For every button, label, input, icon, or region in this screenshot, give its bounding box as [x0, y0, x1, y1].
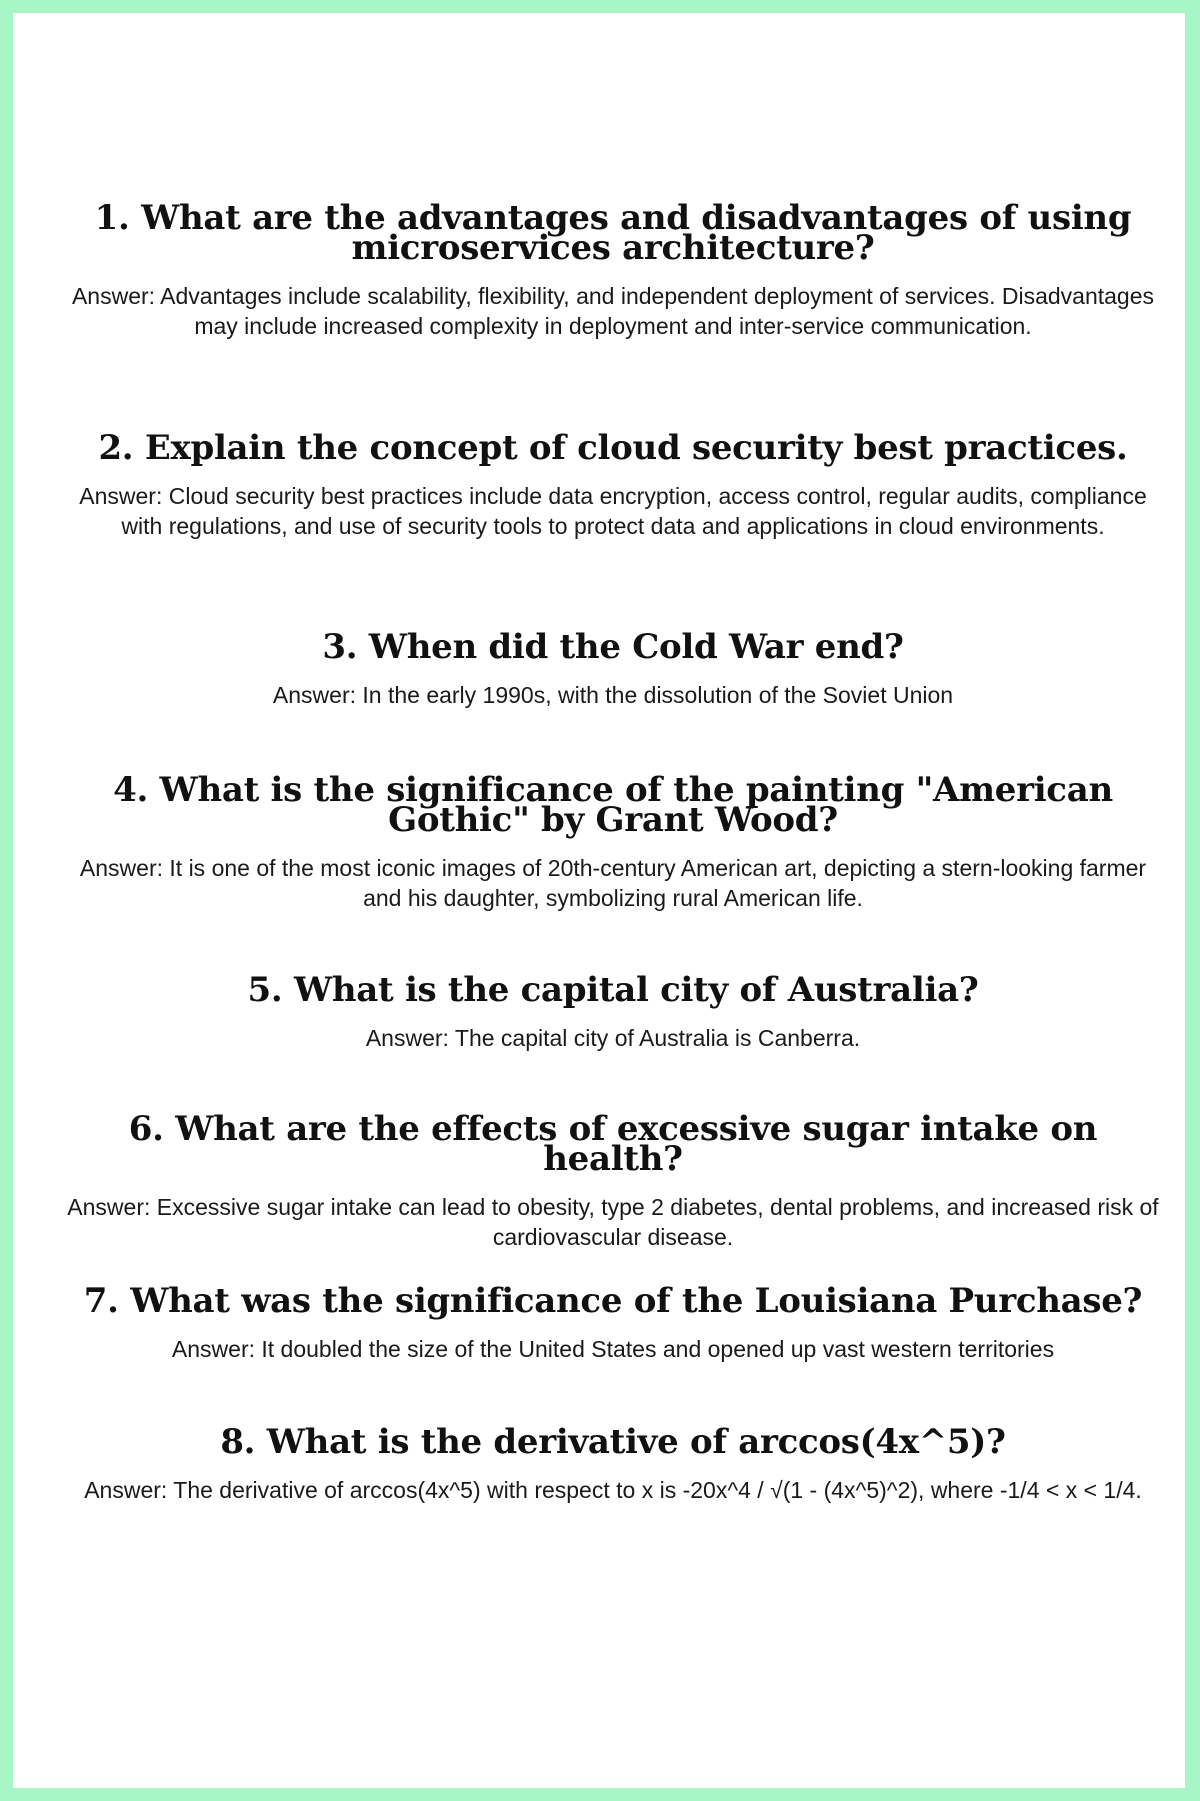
answer-text: Answer: The derivative of arccos(4x^5) with respect to x is -20x^4 / √(1 - (4x^5)^2), where -1/4 < x < 1/4. — [84, 1477, 1142, 1503]
answer-text: Answer: Cloud security best practices include data encryption, access control, regular audits, compliance with regulations, and use of security tools to protect data and applications in cloud environments. — [79, 483, 1147, 539]
qa-item — [63, 198, 1163, 341]
question-heading: 4. What is the significance of the painting "American Gothic" by Grant Wood? — [113, 770, 1113, 840]
qa-item — [63, 627, 1163, 710]
question-heading: 2. Explain the concept of cloud security best practices. — [98, 428, 1128, 468]
qa-item — [63, 970, 1163, 1053]
answer-text: Answer: The capital city of Australia is Canberra. — [365, 1025, 861, 1051]
question-heading: 8. What is the derivative of arccos(4x^5)? — [220, 1422, 1006, 1462]
answer-text: Answer: Excessive sugar intake can lead to obesity, type 2 diabetes, dental problems, and increased risk of cardiovascular disease. — [67, 1194, 1159, 1250]
qa-item — [63, 1109, 1163, 1252]
question-heading: 5. What is the capital city of Australia? — [247, 970, 979, 1010]
answer-text: Answer: Advantages include scalability, flexibility, and independent deployment of services. Disadvantages may include increased complexity in deployment and inter-service communication. — [71, 283, 1155, 339]
question-heading: 1. What are the advantages and disadvantages of using microservices architecture? — [94, 198, 1132, 268]
qa-item — [63, 1422, 1163, 1505]
qa-item — [63, 1281, 1163, 1364]
question-heading: 6. What are the effects of excessive sugar intake on health? — [128, 1109, 1098, 1179]
answer-text: Answer: In the early 1990s, with the dissolution of the Soviet Union — [272, 682, 954, 708]
question-heading: 7. What was the significance of the Louisiana Purchase? — [83, 1281, 1143, 1321]
answer-text: Answer: It is one of the most iconic images of 20th-century American art, depicting a stern-looking farmer and his daughter, symbolizing rural American life. — [79, 855, 1147, 911]
qa-item — [63, 770, 1163, 913]
qa-item — [63, 428, 1163, 541]
answer-text: Answer: It doubled the size of the United States and opened up vast western territories — [171, 1336, 1055, 1362]
question-heading: 3. When did the Cold War end? — [322, 627, 904, 667]
